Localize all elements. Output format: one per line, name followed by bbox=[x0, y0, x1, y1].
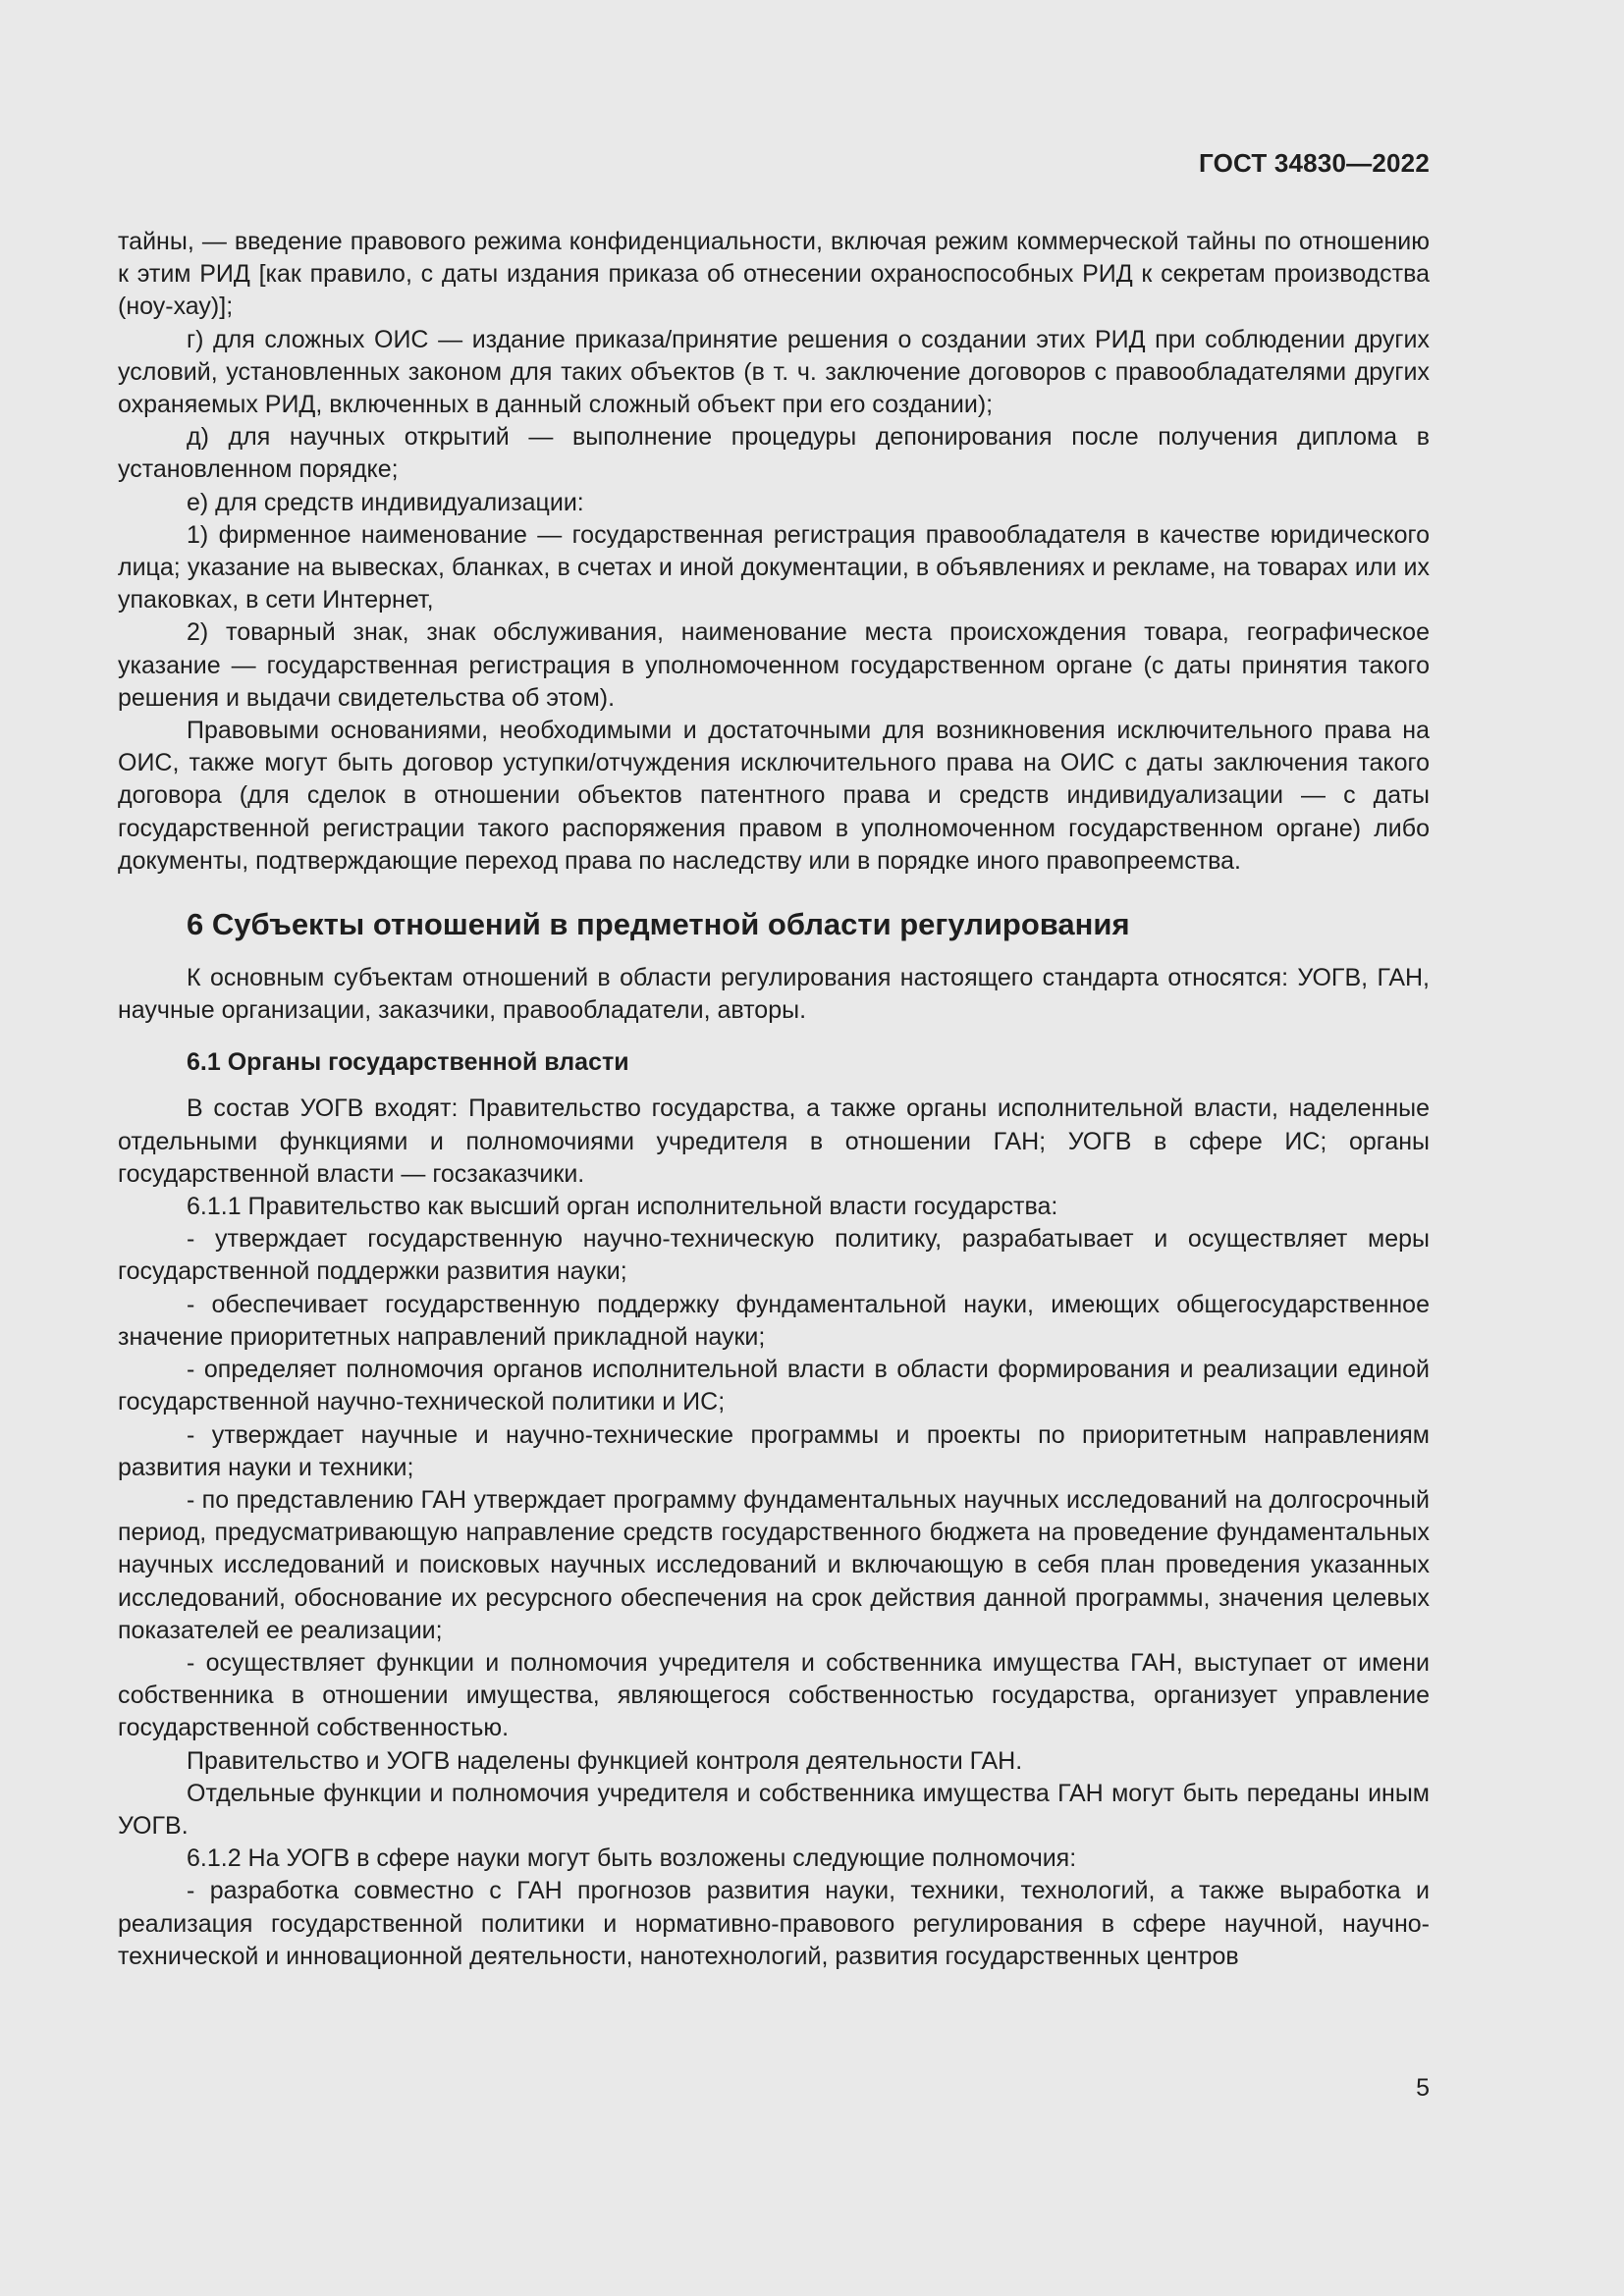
paragraph-continuation: тайны, — введение правового режима конфиденциальности, включая режим коммерческой тайны по отношению к этим РИД [как правило, с даты издания приказа об отнесении охраноспособных РИД к секретам производства (ноу-хау)]; bbox=[118, 228, 1430, 321]
paragraph-delegation: Отдельные функции и полномочия учредителя и собственника имущества ГАН могут быть переданы иным УОГВ. bbox=[118, 1779, 1430, 1840]
list-item: - утверждает государственную научно-техническую политику, разрабатывает и осуществляет меры государственной поддержки развития науки; bbox=[118, 1225, 1430, 1286]
paragraph-item-g: г) для сложных ОИС — издание приказа/принятие решения о создании этих РИД при соблюдении других условий, установленных законом для таких объектов (в т. ч. заключение договоров с правообладателями других охраняемых РИД, включенных в данный сложный объект при его создании); bbox=[118, 325, 1430, 419]
section-heading-6: 6 Субъекты отношений в предметной области регулирования bbox=[187, 907, 1130, 942]
paragraph-6-1-intro: В состав УОГВ входят: Правительство государства, а также органы исполнительной власти, наделенные отдельными функциями и полномочиями учредителя в отношении ГАН; УОГВ в сфере ИС; органы государственной власти — госзаказчики. bbox=[118, 1095, 1430, 1188]
list-item: - утверждает научные и научно-технические программы и проекты по приоритетным направлениям развития науки и техники; bbox=[118, 1420, 1430, 1481]
subsection-heading-6-1: 6.1 Органы государственной власти bbox=[187, 1048, 629, 1077]
paragraph-control: Правительство и УОГВ наделены функцией контроля деятельности ГАН. bbox=[187, 1746, 1023, 1775]
list-item: - осуществляет функции и полномочия учредителя и собственника имущества ГАН, выступает от имени собственника в отношении имущества, являющегося собственностью государства, организует управление государственной собственностью. bbox=[118, 1648, 1430, 1742]
paragraph-section-6-intro: К основным субъектам отношений в области регулирования настоящего стандарта относятся: УОГВ, ГАН, научные организации, заказчики, правообладатели, авторы. bbox=[118, 964, 1430, 1025]
paragraph-6-1-2: 6.1.2 На УОГВ в сфере науки могут быть возложены следующие полномочия: bbox=[187, 1844, 1077, 1873]
paragraph-6-1-1: 6.1.1 Правительство как высший орган исполнительной власти государства: bbox=[187, 1193, 1058, 1221]
paragraph-subitem-2: 2) товарный знак, знак обслуживания, наименование места происхождения товара, географическое указание — государственная регистрация в уполномоченном государственном органе (с даты принятия такого решения и выдачи свидетельства об этом). bbox=[118, 618, 1430, 712]
list-item: - определяет полномочия органов исполнительной власти в области формирования и реализации единой государственной научно-технической политики и ИС; bbox=[118, 1356, 1430, 1416]
list-item: - по представлению ГАН утверждает программу фундаментальных научных исследований на долгосрочный период, предусматривающую направление средств государственного бюджета на проведение фундаментальных научных исследований и поисковых научных исследований и включающую в себя план проведения указанных исследований, обоснование их ресурсного обеспечения на срок действия данной программы, значения целевых показателей ее реализации; bbox=[118, 1485, 1430, 1644]
paragraph-item-e: е) для средств индивидуализации: bbox=[187, 488, 584, 516]
gost-designation: ГОСТ 34830—2022 bbox=[1199, 148, 1430, 178]
paragraph-subitem-1: 1) фирменное наименование — государственная регистрация правообладателя в качестве юридического лица; указание на вывесках, бланках, в счетах и иной документации, в объявлениях и рекламе, на товарах или их упаковках, в сети Интернет, bbox=[118, 520, 1430, 614]
paragraph-item-d: д) для научных открытий — выполнение процедуры депонирования после получения диплома в установленном порядке; bbox=[118, 423, 1430, 484]
list-item: - обеспечивает государственную поддержку фундаментальной науки, имеющих общегосударственное значение приоритетных направлений прикладной науки; bbox=[118, 1290, 1430, 1351]
page-number: 5 bbox=[1416, 2074, 1430, 2102]
page-body bbox=[118, 226, 1430, 1973]
paragraph-legal-grounds: Правовыми основаниями, необходимыми и достаточными для возникновения исключительного права на ОИС, также могут быть договор уступки/отчуждения исключительного права на ОИС с даты заключения такого договора (для сделок в отношении объектов патентного права и средств индивидуализации — с даты государственной регистрации такого распоряжения правом в уполномоченном государственном органе) либо документы, подтверждающие переход права по наследству или в порядке иного правопреемства. bbox=[118, 717, 1430, 875]
list-item: - разработка совместно с ГАН прогнозов развития науки, техники, технологий, а также выработка и реализация государственной политики и нормативно-правового регулирования в сфере научной, научно-технической и инновационной деятельности, нанотехнологий, развития государственных центров bbox=[118, 1877, 1430, 1970]
